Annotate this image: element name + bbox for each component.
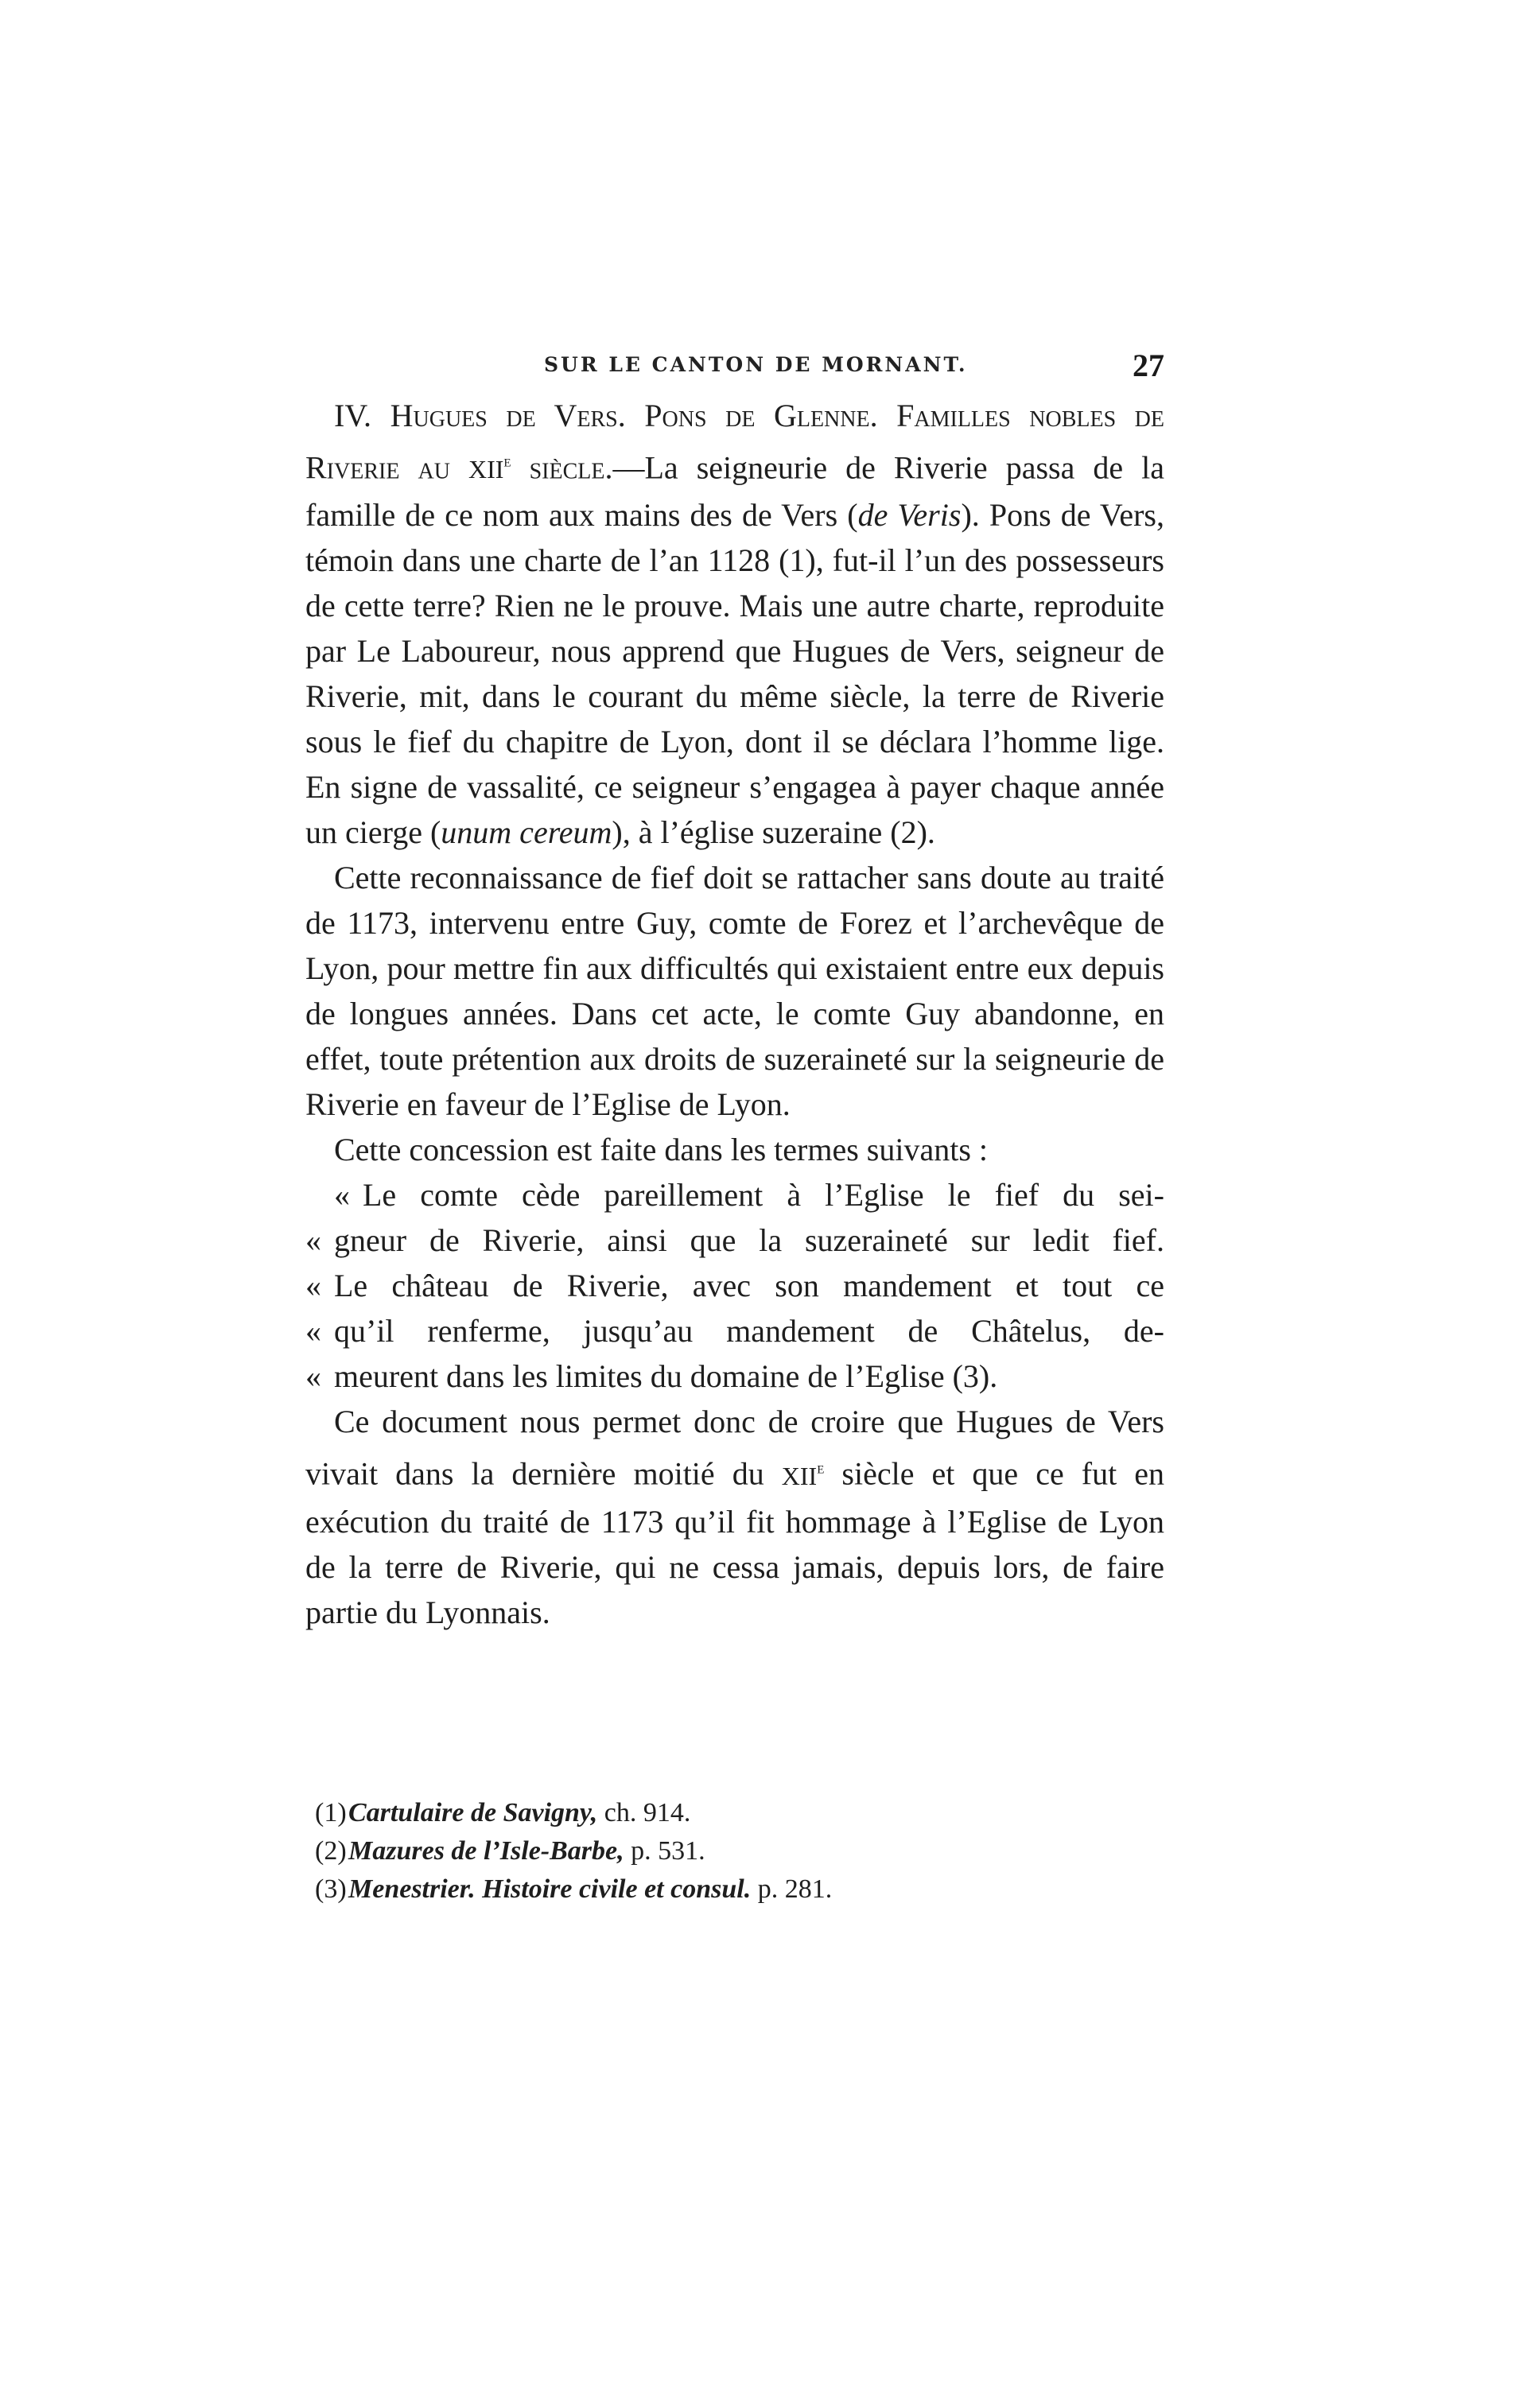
paragraph-1-text-a: La seigneurie de Riverie passa de la famille de ce nom aux mains des de Vers ( [305, 449, 1165, 534]
century-superscript: e [817, 1457, 825, 1478]
footnote [315, 1794, 1110, 1832]
paragraph-section-heading [305, 393, 1164, 855]
footnote-citation: Mazures de l’Isle-Barbe, [348, 1836, 624, 1866]
quote-continuation-mark: « [305, 1222, 321, 1259]
footnote [315, 1832, 1110, 1870]
paragraph-1-text-b: ). Pons de Vers, témoin dans une charte de l’an 1128 (1), fut-il l’un des possesseurs de cette terre? Rien ne le prouve. Mais une autre charte, reproduite par Le Laboureur, nous apprend que Hugues de Vers, seigneur de Riverie, mit, dans le courant du même siècle, la terre de Riverie sous le fief du chapitre de Lyon, dont il se déclara l’homme lige. En signe de vassalité, ce seigneur s’engagea à payer chaque année un cierge ( [305, 497, 1164, 851]
footnote-number: (2) [315, 1836, 347, 1866]
quote-continuation-mark: « [305, 1358, 321, 1395]
footnote-citation: Menestrier. Histoire civile et consul. [348, 1874, 752, 1904]
footnote-number: (1) [315, 1798, 347, 1827]
paragraph-1-text-c: ), à l’église suzeraine (2). [612, 814, 935, 851]
quote-open-mark: « [334, 1177, 350, 1214]
quote-continuation-mark: « [305, 1313, 321, 1350]
paragraph-4 [305, 1399, 1164, 1634]
quote-line [305, 1263, 1164, 1308]
quote-line-text: gneur de Riverie, ainsi que la suzeraineté sur ledit fief. [334, 1222, 1164, 1259]
quote-line [305, 1172, 1164, 1218]
footnote [315, 1870, 1110, 1909]
section-title-part-1: Hugues de Vers. [390, 398, 626, 433]
footnote-citation: Cartulaire de Savigny, [348, 1798, 598, 1827]
footnote-reference: ch. 914. [597, 1798, 691, 1827]
footnotes [315, 1794, 1110, 1909]
running-head: SUR LE CANTON DE MORNANT. [544, 353, 968, 376]
section-title-part-4: siècle. [529, 449, 613, 486]
section-number: IV. [334, 398, 372, 433]
paragraph-3: Cette concession est faite dans les termes suivants : [334, 1132, 989, 1168]
footnote-reference: p. 281. [751, 1874, 833, 1904]
paragraph-4-text-b: siècle et que ce fut en exécution du traité de 1173 qu’il fit hommage à l’Eglise de Lyon de la terre de Riverie, qui ne cessa jamais, depuis lors, de faire partie du Lyonnais. [305, 1455, 1164, 1630]
section-title-part-2: Pons de Glenne. [644, 398, 878, 433]
footnote-reference: p. 531. [624, 1836, 705, 1866]
century-numeral: XII [468, 455, 504, 484]
paragraph-2: Cette reconnaissance de fief doit se rattacher sans doute au traité de 1173, intervenu entre Guy, comte de Forez et l’archevêque de Lyon, pour mettre fin aux difficultés qui existaient entre eux depuis de longues années. Dans cet acte, le comte Guy abandonne, en effet, toute prétention aux droits de suzeraineté sur la seigneurie de Riverie en faveur de l’Eglise de Lyon. [305, 860, 1164, 1123]
page-header [305, 347, 1164, 394]
quote-line-text: Le comte cède pareillement à l’Eglise le fief du sei- [363, 1177, 1164, 1214]
section-title-part-3: Familles nobles de Riverie au [305, 398, 1165, 486]
century-numeral: XII [781, 1461, 818, 1490]
quote-line [305, 1354, 1164, 1399]
quote-line-text: meurent dans les limites du domaine de l’Eglise (3). [334, 1358, 998, 1395]
paragraph-4-century [782, 1456, 825, 1492]
quote-line-text: qu’il renferme, jusqu’au mandement de Châtelus, de- [334, 1313, 1164, 1350]
quotation-block [305, 1172, 1164, 1399]
body-text [305, 393, 1164, 1635]
latin-unum-cereum: unum cereum [441, 814, 612, 851]
page-number: 27 [1133, 348, 1164, 383]
section-century [468, 449, 511, 485]
footnote-number: (3) [315, 1874, 347, 1904]
heading-dash: — [612, 449, 645, 486]
quote-line [305, 1308, 1164, 1354]
quote-continuation-mark: « [305, 1268, 321, 1304]
century-superscript: e [503, 451, 511, 471]
paragraph-4-text-a: Ce document nous permet donc de croire que Hugues de Vers vivait dans la dernière moitié du [305, 1404, 1164, 1492]
quote-line [305, 1218, 1164, 1263]
quote-line-text: Le château de Riverie, avec son mandement et tout ce [334, 1268, 1164, 1304]
latin-de-veris: de Veris [857, 497, 962, 534]
